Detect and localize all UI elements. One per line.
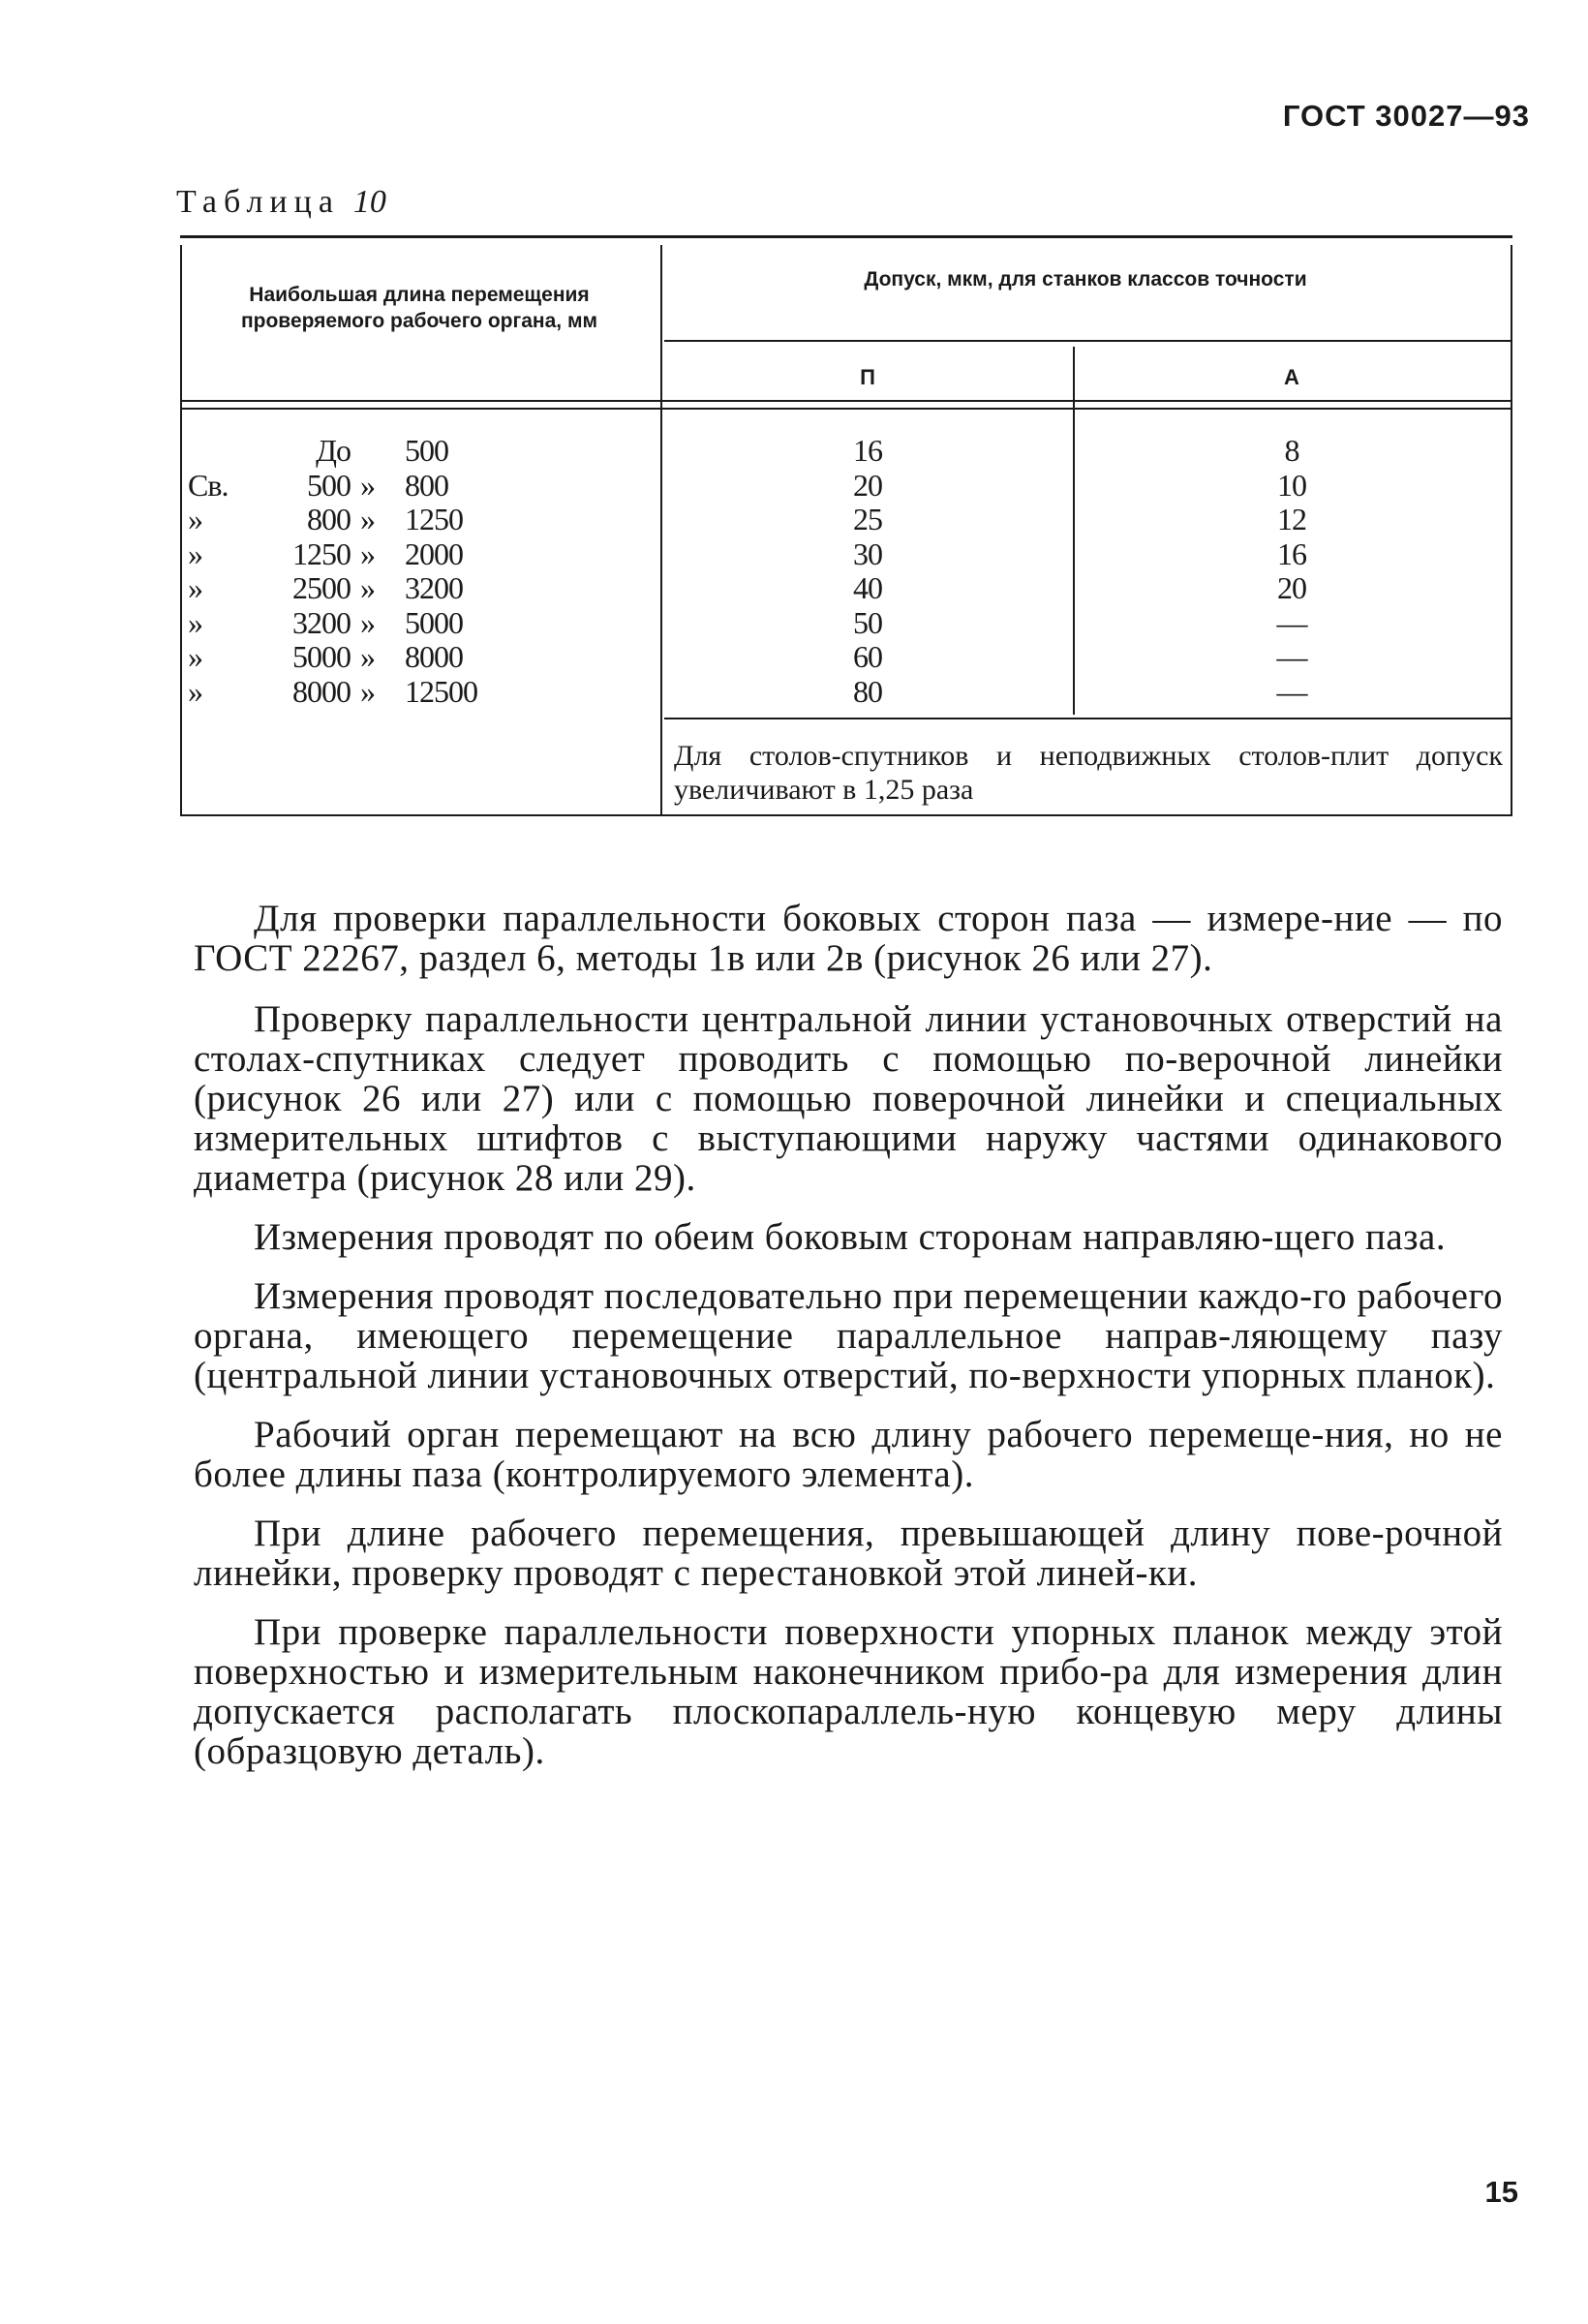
row-to: 12500 xyxy=(405,673,477,709)
paragraph: Для проверки параллельности боковых сторон паза — измере-ние — по ГОСТ 22267, раздел 6, методы 1в или 2в (рисунок 26 или 27). xyxy=(194,898,1503,979)
row-tolerance-a: — xyxy=(1276,673,1307,709)
row-tolerance-a: — xyxy=(1276,639,1307,674)
column-header-tolerance: Допуск, мкм, для станков классов точности xyxy=(864,268,1307,290)
row-prefix: Св. xyxy=(188,467,229,503)
row-tolerance-p: 60 xyxy=(853,639,882,674)
table-rows xyxy=(180,434,1512,709)
row-to: 1250 xyxy=(405,502,463,536)
row-prefix: » xyxy=(188,535,202,571)
row-tolerance-a: 20 xyxy=(1277,570,1306,605)
table-body-rule xyxy=(180,408,1512,410)
row-quote: » xyxy=(360,570,375,605)
row-from: 2500 xyxy=(292,570,351,605)
row-from: 8000 xyxy=(292,673,351,709)
row-prefix: » xyxy=(188,502,202,536)
row-from: 5000 xyxy=(292,639,351,674)
table-header-rule xyxy=(180,400,1512,402)
row-prefix: » xyxy=(188,673,202,709)
row-from: 500 xyxy=(307,467,351,503)
body-text xyxy=(194,899,1503,1790)
table-row xyxy=(180,640,1512,675)
row-quote: » xyxy=(360,673,375,709)
table-subheader-rule xyxy=(664,340,1512,342)
row-from: 3200 xyxy=(292,604,351,640)
table-bottom-rule xyxy=(180,814,1512,816)
table-caption xyxy=(176,184,386,221)
row-tolerance-p: 50 xyxy=(853,604,882,640)
row-to: 3200 xyxy=(405,570,463,605)
row-quote: » xyxy=(360,467,375,503)
table-row xyxy=(180,675,1512,710)
paragraph: При длине рабочего перемещения, превышающей длину пове-рочной линейки, проверку проводят с перестановкой этой линей-ки. xyxy=(194,1513,1503,1594)
row-tolerance-p: 20 xyxy=(853,467,882,503)
table-row xyxy=(180,503,1512,537)
paragraph: Рабочий орган перемещают на всю длину рабочего перемеще-ния, но не более длины паза (контролируемого элемента). xyxy=(194,1414,1503,1495)
tolerance-table xyxy=(180,235,1512,816)
document-code: ГОСТ 30027—93 xyxy=(1282,99,1530,133)
row-tolerance-a: 10 xyxy=(1277,467,1306,503)
paragraph: Измерения проводят по обеим боковым сторонам направляю-щего паза. xyxy=(254,1216,1447,1258)
row-tolerance-p: 25 xyxy=(853,502,882,536)
class-p-header: П xyxy=(860,365,875,389)
row-quote: » xyxy=(360,535,375,571)
row-tolerance-a: 8 xyxy=(1284,433,1299,468)
row-quote: » xyxy=(360,639,375,674)
row-to: 500 xyxy=(405,433,448,468)
table-note-rule xyxy=(664,718,1512,719)
class-a-header: А xyxy=(1284,365,1299,389)
row-tolerance-a: 16 xyxy=(1277,535,1306,571)
row-from: 1250 xyxy=(292,535,351,571)
table-note: Для столов-спутников и неподвижных столов-плит допуск увеличивают в 1,25 раза xyxy=(674,740,1503,806)
table-caption-word: Таблица xyxy=(176,184,340,220)
paragraph: Измерения проводят последовательно при перемещении каждо-го рабочего органа, имеющего перемещение параллельное направ-ляющему пазу (центральной линии установочных отверстий, по-верхности упорных планок). xyxy=(194,1275,1503,1396)
row-prefix: » xyxy=(188,604,202,640)
table-row xyxy=(180,537,1512,572)
row-tolerance-p: 16 xyxy=(853,433,882,468)
row-prefix: » xyxy=(188,639,202,674)
row-tolerance-p: 30 xyxy=(853,535,882,571)
row-to: 8000 xyxy=(405,639,463,674)
table-caption-number: 10 xyxy=(352,184,386,220)
column-header-travel-length: Наибольшая длина перемещения проверяемого рабочего органа, мм xyxy=(240,284,598,332)
row-to: 5000 xyxy=(405,604,463,640)
table-row xyxy=(180,434,1512,469)
row-quote: » xyxy=(360,502,375,536)
paragraph: Проверку параллельности центральной линии установочных отверстий на столах-спутниках следует проводить с помощью по-верочной линейки (рисунок 26 или 27) или с помощью поверочной линейки и специальных измерительных штифтов с выступающими наружу частями одинакового диаметра (рисунок 28 или 29). xyxy=(194,998,1503,1199)
paragraph: При проверке параллельности поверхности упорных планок между этой поверхностью и измерительным наконечником прибо-ра для измерения длин допускается располагать плоскопараллель-ную концевую меру длины (образцовую деталь). xyxy=(194,1611,1503,1772)
table-row xyxy=(180,606,1512,641)
row-from: До xyxy=(316,433,351,468)
row-prefix: » xyxy=(188,570,202,605)
row-from: 800 xyxy=(307,502,351,536)
row-tolerance-a: — xyxy=(1276,604,1307,640)
table-row xyxy=(180,571,1512,606)
row-tolerance-a: 12 xyxy=(1277,502,1306,536)
row-to: 2000 xyxy=(405,535,463,571)
row-tolerance-p: 80 xyxy=(853,673,882,709)
table-top-rule xyxy=(180,235,1512,238)
page-number: 15 xyxy=(1484,2175,1518,2209)
row-to: 800 xyxy=(405,467,448,503)
table-row xyxy=(180,469,1512,504)
row-quote: » xyxy=(360,604,375,640)
row-tolerance-p: 40 xyxy=(853,570,882,605)
